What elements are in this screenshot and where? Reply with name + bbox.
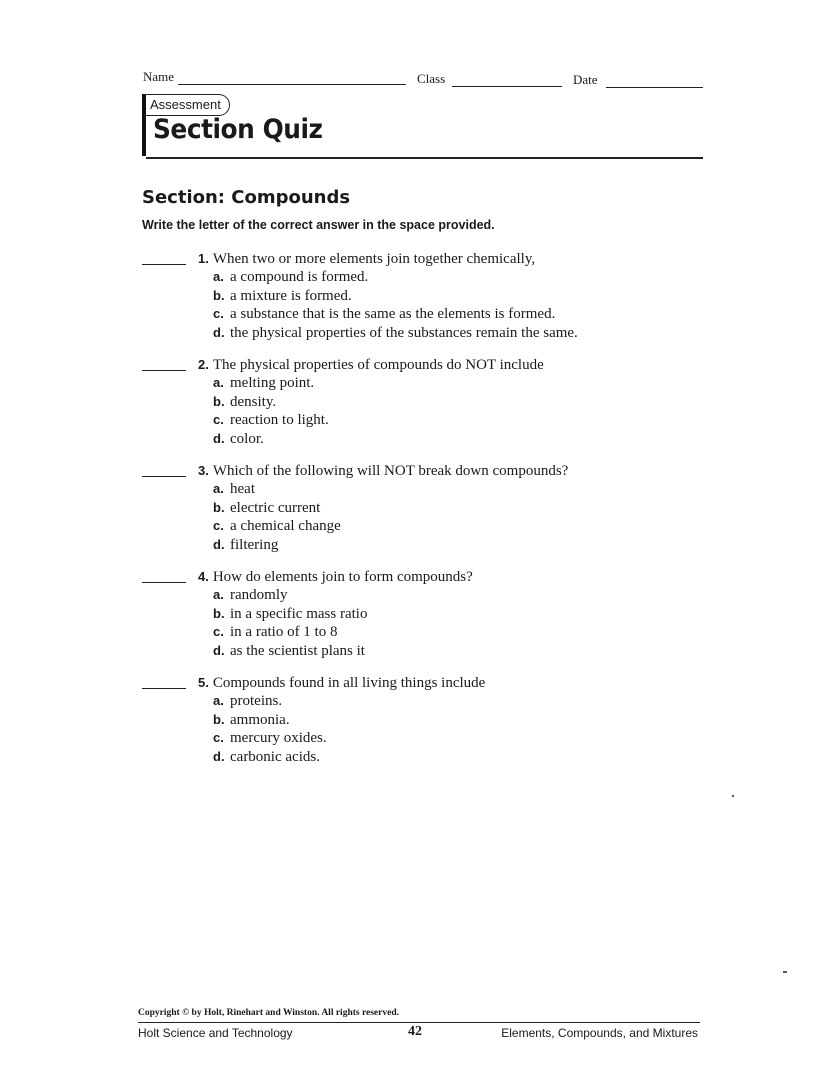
date-field[interactable] [606,87,703,88]
answer-blank-2[interactable] [142,370,186,371]
question-stem [198,568,473,586]
choice-c: c. mercury oxides. [213,730,327,747]
question-number: 2. [198,357,209,372]
question-stem [198,674,485,692]
choice-list [213,586,367,661]
answer-blank-5[interactable] [142,688,186,689]
question-stem [198,250,535,268]
question-number: 5. [198,675,209,690]
choice-a: a. melting point. [213,375,315,391]
page-title: Section Quiz [153,114,323,145]
question-text: How do elements join to form compounds? [212,569,473,585]
choice-list [213,480,341,555]
choice-b: b. electric current [213,499,321,516]
choice-b: b. ammonia. [213,711,290,728]
page-number: 42 [408,1024,422,1039]
choice-a: a. proteins. [213,693,283,709]
choice-d: d. filtering [213,537,279,554]
scan-speck [783,971,787,973]
choice-a: a. heat [213,481,255,497]
question-text: The physical properties of compounds do NOT include [212,357,544,373]
class-label: Class [417,71,446,86]
choice-c: c. a substance that is the same as the elements is formed. [213,306,556,323]
choice-d: d. color. [213,431,264,448]
question-text: When two or more elements join together chemically, [212,251,536,267]
question-stem [198,462,568,480]
title-divider [146,157,703,159]
scan-speck [732,795,734,797]
choice-b: b. in a specific mass ratio [213,605,368,622]
choice-list [213,374,329,449]
assessment-badge: Assessment [144,94,230,116]
choice-d: d. carbonic acids. [213,749,320,766]
choice-c: c. reaction to light. [213,412,329,429]
choice-a: a. randomly [213,587,288,603]
answer-blank-4[interactable] [142,582,186,583]
instructions: Write the letter of the correct answer in the space provided. [142,218,495,232]
question-stem [198,356,544,374]
question-number: 1. [198,251,209,266]
choice-b: b. density. [213,393,277,410]
question-number: 4. [198,569,209,584]
footer-divider [138,1022,700,1023]
choice-c: c. a chemical change [213,518,341,535]
choice-b: b. a mixture is formed. [213,287,352,304]
choice-c: c. in a ratio of 1 to 8 [213,624,338,641]
footer-chapter-title: Elements, Compounds, and Mixtures [501,1026,698,1040]
question-text: Which of the following will NOT break down compounds? [212,463,569,479]
choice-d: d. as the scientist plans it [213,643,365,660]
class-field[interactable] [452,86,562,87]
name-label: Name [143,69,175,84]
answer-blank-3[interactable] [142,476,186,477]
footer-book-title: Holt Science and Technology [138,1026,293,1040]
question-number: 3. [198,463,209,478]
name-field[interactable] [178,84,406,85]
choice-list [213,692,327,767]
date-label: Date [573,72,598,87]
choice-list [213,268,578,343]
choice-a: a. a compound is formed. [213,269,369,285]
answer-blank-1[interactable] [142,264,186,265]
copyright-notice: Copyright © by Holt, Rinehart and Winston. All rights reserved. [138,1008,399,1018]
question-text: Compounds found in all living things include [212,675,486,691]
section-heading: Section: Compounds [142,187,351,208]
choice-d: d. the physical properties of the substances remain the same. [213,325,578,342]
